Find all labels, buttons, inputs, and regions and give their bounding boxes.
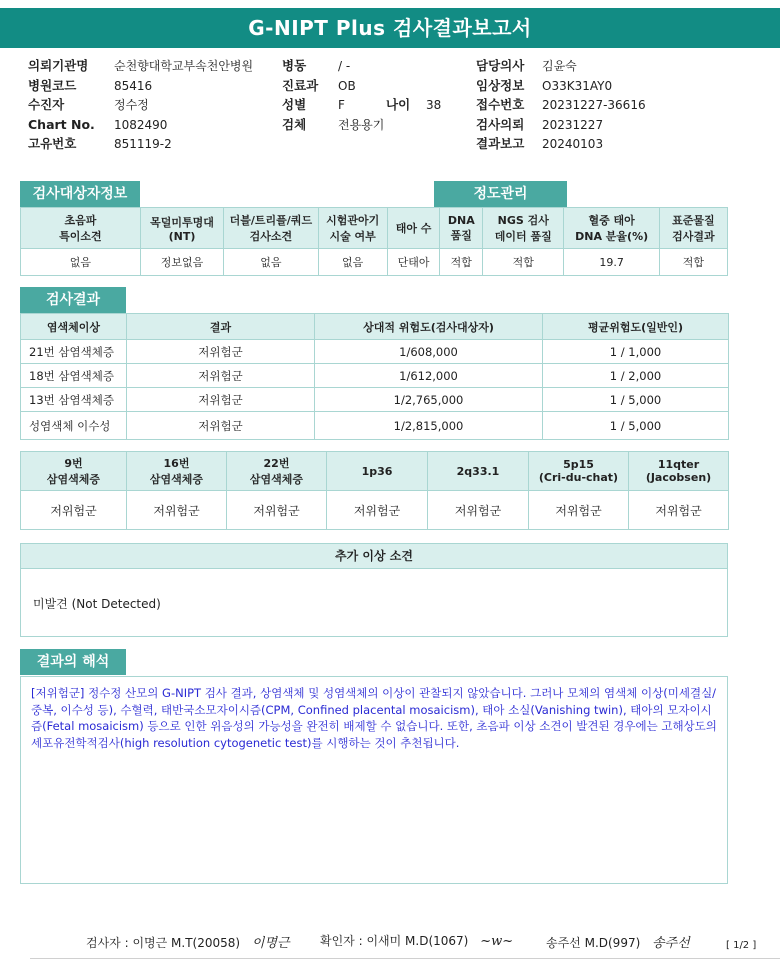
result-cell: 18번 삼염색체증 <box>21 364 127 388</box>
info-value: 85416 <box>114 78 153 93</box>
result-header-cell: 평균위험도(일반인) <box>543 314 729 340</box>
microdeletion-value-cell: 저위험군 <box>327 491 428 530</box>
tester-signature: 이명근 <box>251 936 290 951</box>
info-value: F <box>338 98 345 112</box>
subject-header-row <box>21 208 728 249</box>
subject-header-cell: NGS 검사 데이터 품질 <box>483 208 564 249</box>
confirmer-signature: ~w~ <box>480 934 514 949</box>
info-label: 진료과 <box>282 77 319 93</box>
result-cell: 저위험군 <box>127 412 315 440</box>
report-title: G-NIPT Plus 검사결과보고서 <box>0 8 780 48</box>
subject-value-cell: 단태아 <box>387 249 440 276</box>
result-cell: 1 / 5,000 <box>543 388 729 412</box>
microdeletion-header-cell: 9번 삼염색체증 <box>21 452 127 491</box>
qc-tag: 정도관리 <box>434 181 567 207</box>
interpretation-tag: 결과의 해석 <box>20 649 126 675</box>
result-cell: 저위험군 <box>127 340 315 364</box>
result-cell: 21번 삼염색체증 <box>21 340 127 364</box>
info-value: 순천향대학교부속천안병원 <box>114 59 254 73</box>
info-column-1 <box>28 56 253 154</box>
info-value: / - <box>338 59 351 73</box>
signer-name: 송주선 M.D(997) <box>546 936 641 950</box>
page-number: [ 1/2 ] <box>726 940 757 951</box>
page-divider <box>30 958 780 959</box>
microdeletion-value-cell: 저위험군 <box>629 491 729 530</box>
subject-value-cell: 없음 <box>21 249 141 276</box>
info-value: O33K31AY0 <box>542 78 613 93</box>
info-value: OB <box>338 78 356 93</box>
confirmer-name: 확인자 : 이새미 M.D(1067) <box>320 934 469 948</box>
info-value: 정수정 <box>114 98 149 112</box>
subject-value-row <box>21 249 728 276</box>
microdeletion-header-cell: 5p15 (Cri-du-chat) <box>529 452 629 491</box>
result-cell: 1/608,000 <box>315 340 543 364</box>
result-cell: 저위험군 <box>127 388 315 412</box>
info-value: 20231227-36616 <box>542 98 646 112</box>
subject-header-cell: DNA 품질 <box>440 208 483 249</box>
subject-header-cell: 목덜미투명대 (NT) <box>140 208 223 249</box>
tester-line <box>86 932 290 951</box>
confirmer-line <box>320 932 513 949</box>
microdeletion-header-cell: 22번 삼염색체증 <box>227 452 327 491</box>
microdeletion-header-row <box>21 452 729 491</box>
subject-info-table <box>20 207 728 276</box>
subject-value-cell: 정보없음 <box>140 249 223 276</box>
table-row <box>21 340 729 364</box>
result-header-cell: 염색체이상 <box>21 314 127 340</box>
info-label: 병원코드 <box>28 77 77 93</box>
subject-header-cell: 표준물질 검사결과 <box>659 208 727 249</box>
result-cell: 1/2,815,000 <box>315 412 543 440</box>
info-label: 결과보고 <box>476 136 525 151</box>
age-value: 38 <box>426 98 442 112</box>
signer-signature: 송주선 <box>652 936 690 951</box>
microdeletion-value-cell: 저위험군 <box>21 491 127 530</box>
subject-value-cell: 없음 <box>318 249 387 276</box>
subject-value-cell: 19.7 <box>564 249 659 276</box>
info-label: 임상정보 <box>476 77 525 93</box>
microdeletion-value-cell: 저위험군 <box>127 491 227 530</box>
subject-value-cell: 적합 <box>483 249 564 276</box>
microdeletion-value-cell: 저위험군 <box>428 491 529 530</box>
microdeletion-header-cell: 1p36 <box>327 452 428 491</box>
subject-header-cell: 초음파 특이소견 <box>21 208 141 249</box>
subject-header-cell: 더블/트리플/쿼드 검사소견 <box>224 208 318 249</box>
subject-header-cell: 태아 수 <box>387 208 440 249</box>
microdeletion-value-cell: 저위험군 <box>529 491 629 530</box>
subject-info-tag: 검사대상자정보 <box>20 181 140 207</box>
result-cell: 1/612,000 <box>315 364 543 388</box>
result-header-row <box>21 314 729 340</box>
subject-header-cell: 시험관아기 시술 여부 <box>318 208 387 249</box>
info-column-3 <box>476 56 646 154</box>
info-label: 고유번호 <box>28 136 77 151</box>
info-label: 의뢰기관명 <box>28 58 89 73</box>
additional-findings-heading: 추가 이상 소견 <box>21 544 727 569</box>
subject-value-cell: 없음 <box>224 249 318 276</box>
info-value: 김윤숙 <box>542 59 577 73</box>
info-value: 1082490 <box>114 117 168 132</box>
info-column-2 <box>282 56 441 134</box>
age-label: 나이 <box>386 97 411 112</box>
info-value: 851119-2 <box>114 137 172 151</box>
info-value: 전용용기 <box>338 117 385 132</box>
info-label: 담당의사 <box>476 58 525 73</box>
additional-findings-box <box>20 543 728 637</box>
result-cell: 성염색체 이수성 <box>21 412 127 440</box>
additional-findings-text: 미발견 (Not Detected) <box>33 597 161 611</box>
subject-value-cell: 적합 <box>659 249 727 276</box>
info-label: 병동 <box>282 58 307 73</box>
microdeletion-header-cell: 16번 삼염색체증 <box>127 452 227 491</box>
info-label: 검사의뢰 <box>476 116 525 132</box>
signer-line <box>546 932 690 951</box>
result-cell: 13번 삼염색체증 <box>21 388 127 412</box>
result-cell: 1 / 1,000 <box>543 340 729 364</box>
info-value: 20231227 <box>542 117 604 132</box>
microdeletion-table <box>20 451 729 530</box>
result-header-cell: 상대적 위험도(검사대상자) <box>315 314 543 340</box>
microdeletion-value-cell: 저위험군 <box>227 491 327 530</box>
table-row <box>21 412 729 440</box>
info-label: 검체 <box>282 116 307 132</box>
info-label: 수진자 <box>28 97 65 112</box>
microdeletion-value-row <box>21 491 729 530</box>
tester-name: 검사자 : 이명근 M.T(20058) <box>86 936 241 950</box>
result-table <box>20 313 729 440</box>
subject-value-cell: 적합 <box>440 249 483 276</box>
info-label: 성별 <box>282 97 307 112</box>
info-value: 20240103 <box>542 137 604 151</box>
result-cell: 1/2,765,000 <box>315 388 543 412</box>
result-cell: 저위험군 <box>127 364 315 388</box>
table-row <box>21 388 729 412</box>
microdeletion-header-cell: 2q33.1 <box>428 452 529 491</box>
microdeletion-header-cell: 11qter (Jacobsen) <box>629 452 729 491</box>
table-row <box>21 364 729 388</box>
result-cell: 1 / 2,000 <box>543 364 729 388</box>
result-header-cell: 결과 <box>127 314 315 340</box>
info-label: Chart No. <box>28 116 95 132</box>
result-cell: 1 / 5,000 <box>543 412 729 440</box>
interpretation-text: [저위험군] 정수정 산모의 G-NIPT 검사 결과, 상염색체 및 성염색체의 이상이 관찰되지 않았습니다. 그러나 모체의 염색체 이상(미세결실/중복, 이수성 등), 수혈력, 태반국소모자이시즘(CPM, Confined placental mosaicism), 태아 소실(Vanishing twin), 태아의 모자이시즘(Fetal mosaicism) 등으로 인한 위음성의 가능성을 완전히 배제할 수 없습니다. 또한, 초음파 이상 소견이 발견된 경우에는 고해상도의 세포유전학적검사(high resolution cytogenetic test)를 시행하는 것이 추천됩니다. <box>20 676 728 884</box>
subject-header-cell: 혈중 태아 DNA 분율(%) <box>564 208 659 249</box>
info-label: 접수번호 <box>476 97 525 112</box>
result-tag: 검사결과 <box>20 287 126 313</box>
